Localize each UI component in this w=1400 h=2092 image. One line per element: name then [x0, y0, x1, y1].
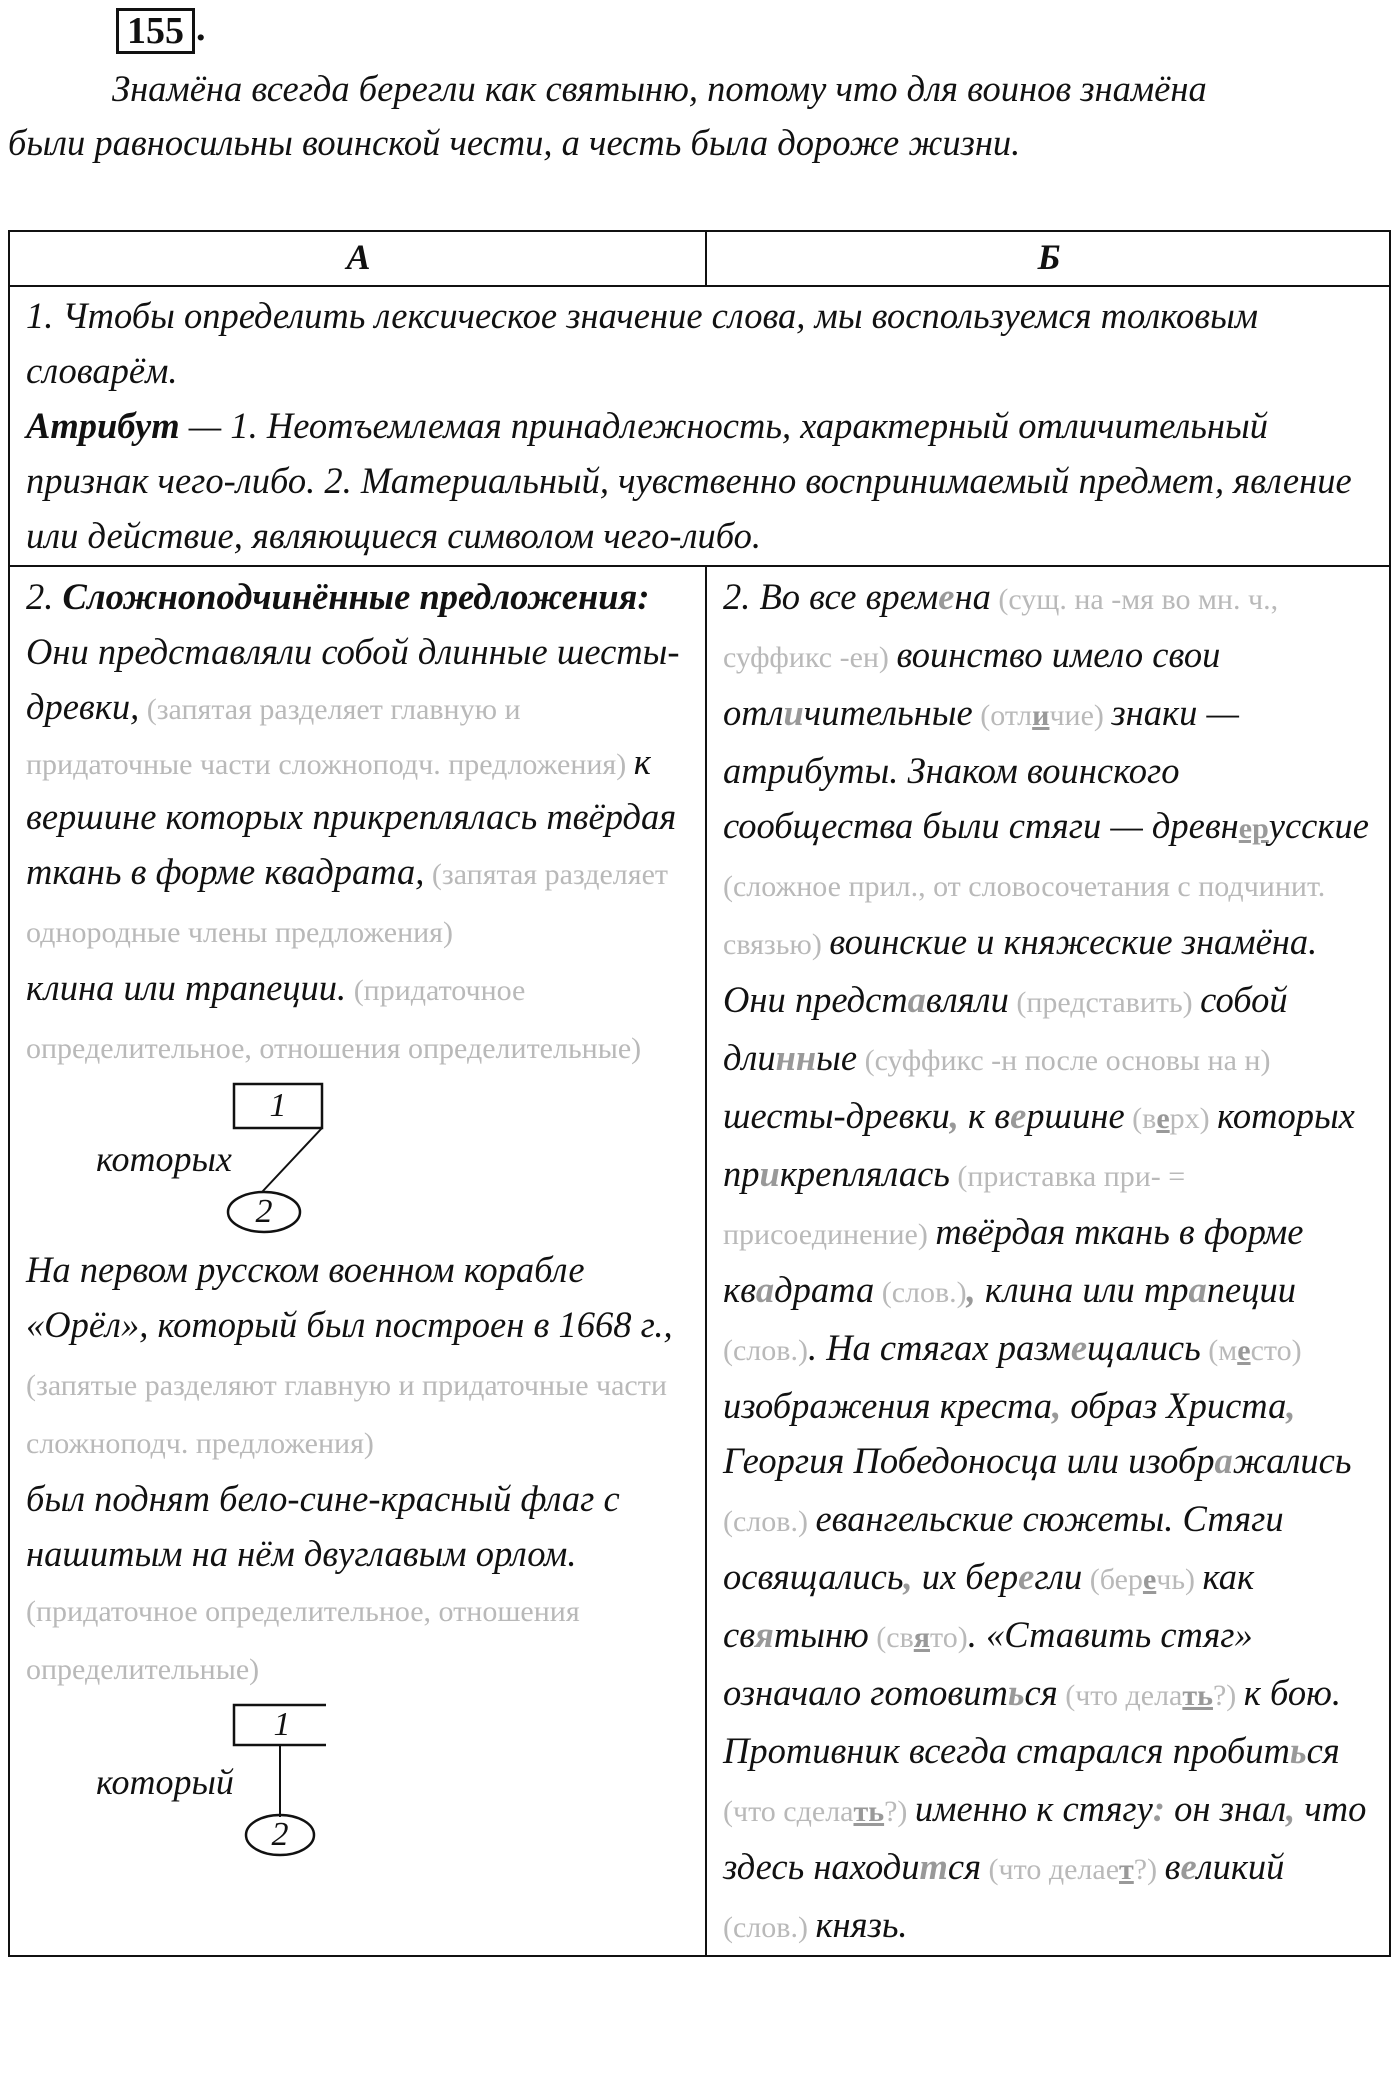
highlighted-letter: нн: [775, 1037, 817, 1078]
note-highlighted-letter: ть: [853, 1795, 885, 1828]
highlighted-letter: е: [1010, 1095, 1027, 1136]
analysis-text: . «Ставить стяг» означало готовит: [723, 1614, 1253, 1713]
intro-text: [8, 62, 1388, 170]
highlighted-letter: е: [1180, 1846, 1197, 1887]
sentence-scheme-1: [26, 1080, 691, 1240]
analysis-text: знаки — атрибуты. Знаком воинского сообщества были стяги — древн: [723, 692, 1239, 846]
column-header-a: А: [9, 231, 706, 286]
analysis-text: жались: [1232, 1440, 1352, 1481]
analysis-text: клина или тр: [975, 1269, 1189, 1310]
analysis-text: он знал: [1165, 1788, 1287, 1829]
analysis-text: усские: [1268, 805, 1369, 846]
scheme-2-clause-label: 2: [271, 1816, 289, 1853]
intro-line-1: Знамёна всегда берегли как святыню, потому что для воинов знамёна: [112, 68, 1207, 109]
analysis-text: на: [954, 576, 991, 617]
grammar-note: (сущ. на -мя во мн. ч., суффикс -ен): [723, 583, 1279, 674]
highlighted-letter: а: [907, 979, 926, 1020]
grammar-note: (слов.): [723, 1334, 808, 1367]
analysis-text: . На стягах разм: [807, 1327, 1071, 1368]
left-num: 2.: [26, 576, 63, 617]
note-2a: (запятые разделяют главную и придаточные части сложноподч. предложения): [26, 1369, 667, 1460]
intro-line-2: были равносильны воинской чести, а честь была дороже жизни.: [8, 122, 1021, 163]
analysis-text: к в: [958, 1095, 1011, 1136]
highlighted-letter: ,: [966, 1269, 976, 1310]
grammar-note: ?): [1212, 1679, 1244, 1712]
analysis-text: ся: [1306, 1730, 1340, 1771]
grammar-note: (что сдела: [723, 1795, 854, 1828]
grammar-note: чие): [1049, 699, 1112, 732]
highlighted-letter: а: [1214, 1440, 1233, 1481]
highlighted-letter: ,: [1052, 1385, 1062, 1426]
grammar-note: (св: [868, 1621, 914, 1654]
note-1c: (придаточное определительное, отношения определительные): [26, 974, 642, 1065]
highlighted-letter: я: [755, 1614, 774, 1655]
grammar-note: (слов.): [874, 1276, 967, 1309]
analysis-text: собой дли: [723, 979, 1288, 1078]
sentence-1c: клина или трапеции.: [26, 967, 347, 1008]
analysis-text: гли: [1034, 1556, 1083, 1597]
analysis-text: образ Христа: [1061, 1385, 1287, 1426]
analysis-text: ся: [1024, 1672, 1058, 1713]
note-highlighted-letter: ть: [1182, 1679, 1213, 1712]
analysis-text: креплялась: [779, 1153, 950, 1194]
highlighted-letter: т: [919, 1846, 948, 1887]
highlighted-letter: ,: [949, 1095, 959, 1136]
column-header-b: Б: [706, 231, 1390, 286]
grammar-note: (суффикс -н после основы на н): [857, 1044, 1271, 1077]
right-column-cell: [706, 566, 1390, 1956]
grammar-note: ?): [1133, 1853, 1165, 1886]
highlighted-letter: :: [1152, 1788, 1166, 1829]
analysis-text: тыню: [773, 1614, 869, 1655]
analysis-text: воинские и княжеские знамёна. Они предст: [723, 921, 1318, 1020]
scheme-1-conjunction: которых: [96, 1139, 232, 1179]
highlighted-letter: и: [783, 692, 804, 733]
sentence-scheme-2: [26, 1701, 691, 1859]
grammar-note: (представить): [1008, 986, 1201, 1019]
analysis-text: которых пр: [723, 1095, 1355, 1194]
note-highlighted-letter: я: [913, 1621, 930, 1654]
scheme-1-clause-label: 2: [255, 1193, 273, 1230]
dictionary-note: 1. Чтобы определить лексическое значение слова, мы воспользуемся толковым словарём.: [26, 295, 1259, 391]
analysis-text: князь.: [815, 1904, 908, 1945]
note-highlighted-letter: и: [1032, 699, 1050, 732]
analysis-text: твёрдая ткань в форме кв: [723, 1211, 1304, 1310]
analysis-text: 2. Во все врем: [723, 576, 939, 617]
grammar-note: (слов.): [723, 1911, 816, 1944]
note-highlighted-letter: е: [1142, 1563, 1157, 1596]
grammar-note: (бер: [1082, 1563, 1143, 1596]
highlighted-letter: е: [1018, 1556, 1035, 1597]
analysis-text: шесты-древки: [723, 1095, 950, 1136]
grammar-note: (приставка при- = присоединение): [723, 1160, 1186, 1251]
exercise-number-dot: .: [196, 7, 206, 49]
highlighted-letter: ,: [903, 1556, 913, 1597]
grammar-note: (отл: [972, 699, 1033, 732]
grammar-note: (слов.): [723, 1505, 816, 1538]
highlighted-letter: е: [1070, 1327, 1088, 1368]
analysis-text: ые: [816, 1037, 858, 1078]
highlighted-letter: и: [759, 1153, 780, 1194]
grammar-note: сто): [1250, 1334, 1302, 1367]
grammar-note: (м: [1200, 1334, 1238, 1367]
analysis-text: пеции: [1206, 1269, 1296, 1310]
grammar-note: (в: [1124, 1102, 1157, 1135]
analysis-text: ршине: [1026, 1095, 1125, 1136]
highlighted-letter: ь: [1289, 1730, 1307, 1771]
note-highlighted-letter: е: [1237, 1334, 1251, 1367]
term-definition: — 1. Неотъемлемая принадлежность, характерный отличительный признак чего-либо. 2. Материальный, чувственно воспринимаемый предмет, явление или действие, являющиеся символом чего-либо.: [26, 405, 1352, 556]
analysis-table: [8, 230, 1391, 1957]
analysis-text: драта: [774, 1269, 875, 1310]
sentence-2b: был поднят бело-сине-красный флаг с нашитым на нём двуглавым орлом.: [26, 1478, 620, 1574]
analysis-text: вляли: [925, 979, 1009, 1020]
analysis-text: к бою. Противник всегда старался пробит: [723, 1672, 1341, 1771]
note-highlighted-letter: е: [1156, 1102, 1170, 1135]
grammar-note: рх): [1169, 1102, 1218, 1135]
grammar-note: (что дела: [1057, 1679, 1183, 1712]
note-highlighted-letter: ер: [1238, 812, 1269, 845]
sentence-1b: к вершине которых прикреплялась твёрдая ткань в форме квадрата,: [26, 741, 677, 892]
grammar-note: (что делае: [981, 1853, 1120, 1886]
highlighted-letter: е: [938, 576, 955, 617]
analysis-text: воинство имело свои отл: [723, 634, 1221, 733]
highlighted-letter: ,: [1286, 1385, 1296, 1426]
highlighted-letter: ,: [1286, 1788, 1296, 1829]
analysis-text: ся: [947, 1846, 982, 1887]
highlighted-letter: а: [1188, 1269, 1207, 1310]
scheme-2-conjunction: который: [96, 1762, 234, 1802]
analysis-text: чительные: [803, 692, 973, 733]
analysis-text: в: [1164, 1846, 1181, 1887]
analysis-text: что здесь находи: [723, 1788, 1367, 1887]
note-1b: (запятая разделяет однородные члены предложения): [26, 858, 668, 949]
analysis-text: именно к стягу: [914, 1788, 1153, 1829]
left-heading: Сложноподчинённые предложения:: [62, 576, 650, 617]
exercise-number: 155: [116, 8, 195, 54]
scheme-2-main-label: 1: [273, 1706, 291, 1743]
scheme-1-main-label: 1: [269, 1087, 287, 1124]
note-1a: (запятая разделяет главную и придаточные части сложноподч. предложения): [26, 693, 634, 781]
sentence-1a: Они представляли собой длинные шесты-древки,: [26, 631, 680, 727]
grammar-note: ?): [884, 1795, 915, 1828]
grammar-note: чь): [1156, 1563, 1203, 1596]
analysis-text: евангельские сюжеты. Стяги освящались: [723, 1498, 1284, 1597]
left-column-cell: [9, 566, 706, 1956]
lexical-meaning-cell: [9, 286, 1390, 566]
analysis-text: щались: [1087, 1327, 1201, 1368]
note-2b: (придаточное определительное, отношения определительные): [26, 1595, 580, 1686]
analysis-text: изображения креста: [723, 1385, 1053, 1426]
analysis-text: ликий: [1196, 1846, 1285, 1887]
analysis-text: Георгия Победоносца или изобр: [723, 1440, 1215, 1481]
note-highlighted-letter: т: [1119, 1853, 1134, 1886]
sentence-2a: На первом русском военном корабле «Орёл», который был построен в 1668 г.,: [26, 1249, 673, 1345]
grammar-note: (сложное прил., от словосочетания с подчинит. связью): [723, 870, 1326, 961]
analysis-text: как св: [723, 1556, 1255, 1655]
analysis-text: их бер: [912, 1556, 1019, 1597]
term-attribute: Атрибут: [26, 405, 180, 446]
highlighted-letter: а: [755, 1269, 775, 1310]
grammar-note: то): [930, 1621, 968, 1654]
highlighted-letter: ь: [1007, 1672, 1025, 1713]
